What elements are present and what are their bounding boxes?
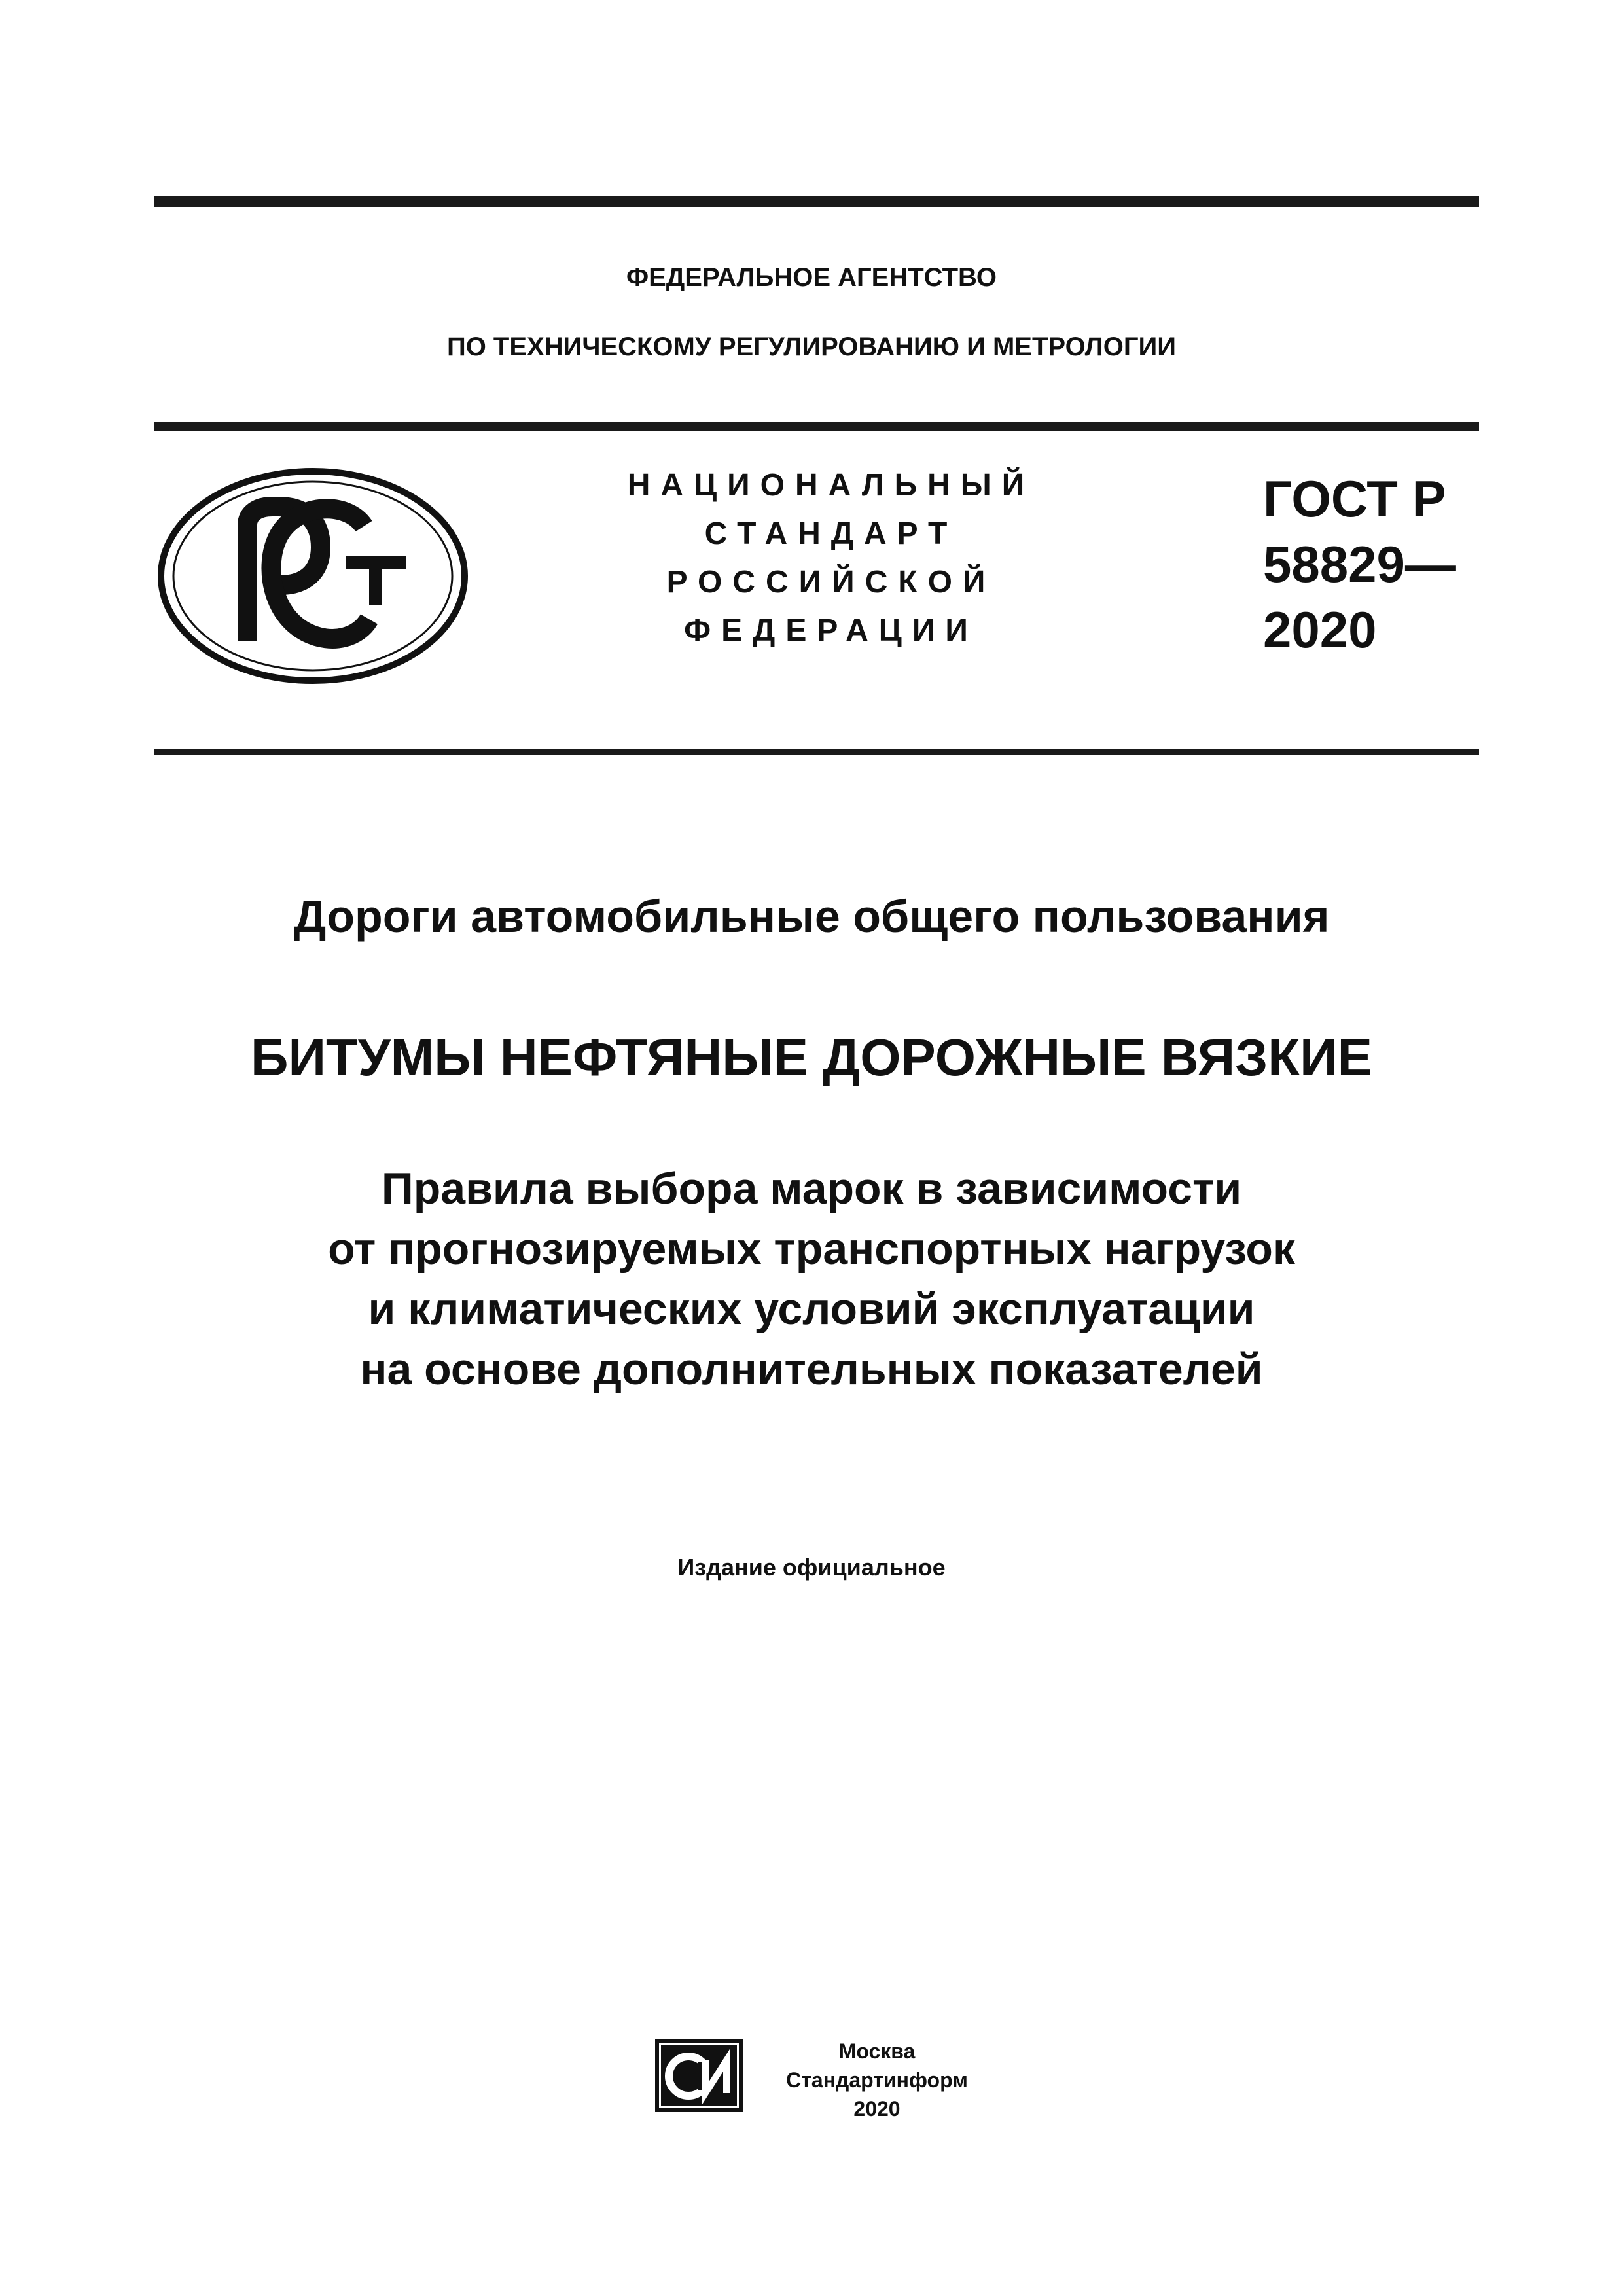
subtitle-line-3: и климатических условий эксплуатации [368,1284,1255,1334]
publisher-year: 2020 [853,2097,901,2121]
national-line-2: СТАНДАРТ [704,516,958,551]
rst-gost-logo-icon [156,466,470,686]
agency-line-2: ПО ТЕХНИЧЕСКОМУ РЕГУЛИРОВАНИЮ И МЕТРОЛОГИИ [446,332,1177,361]
publisher-name: Стандартинформ [786,2068,968,2092]
publisher-block [759,2037,995,2123]
agency-line-1: ФЕДЕРАЛЬНОЕ АГЕНТСТВО [626,263,997,292]
edition-note: Издание официальное [677,1554,946,1581]
document-main-title: БИТУМЫ НЕФТЯНЫЕ ДОРОЖНЫЕ ВЯЗКИЕ [251,1028,1372,1086]
publisher-city: Москва [838,2039,916,2063]
gost-line-2: 58829— [1263,535,1456,593]
subtitle-line-2: от прогнозируемых транспортных нагрузок [328,1224,1295,1274]
gost-designation [1263,466,1525,662]
national-line-1: НАЦИОНАЛЬНЫЙ [627,468,1035,503]
band-top-rule [154,422,1479,431]
national-standard-title [563,461,1099,655]
national-line-3: РОССИЙСКОЙ [666,565,996,600]
document-subtitle [0,1158,1623,1399]
national-line-4: ФЕДЕРАЦИИ [684,613,978,648]
document-category: Дороги автомобильные общего пользования [293,891,1330,942]
top-rule [154,196,1479,207]
band-bottom-rule [154,749,1479,755]
subtitle-line-4: на основе дополнительных показателей [360,1344,1263,1394]
subtitle-line-1: Правила выбора марок в зависимости [381,1164,1242,1213]
gost-line-3: 2020 [1263,601,1377,658]
standartinform-logo-icon [654,2036,746,2114]
gost-line-1: ГОСТ Р [1263,470,1446,528]
